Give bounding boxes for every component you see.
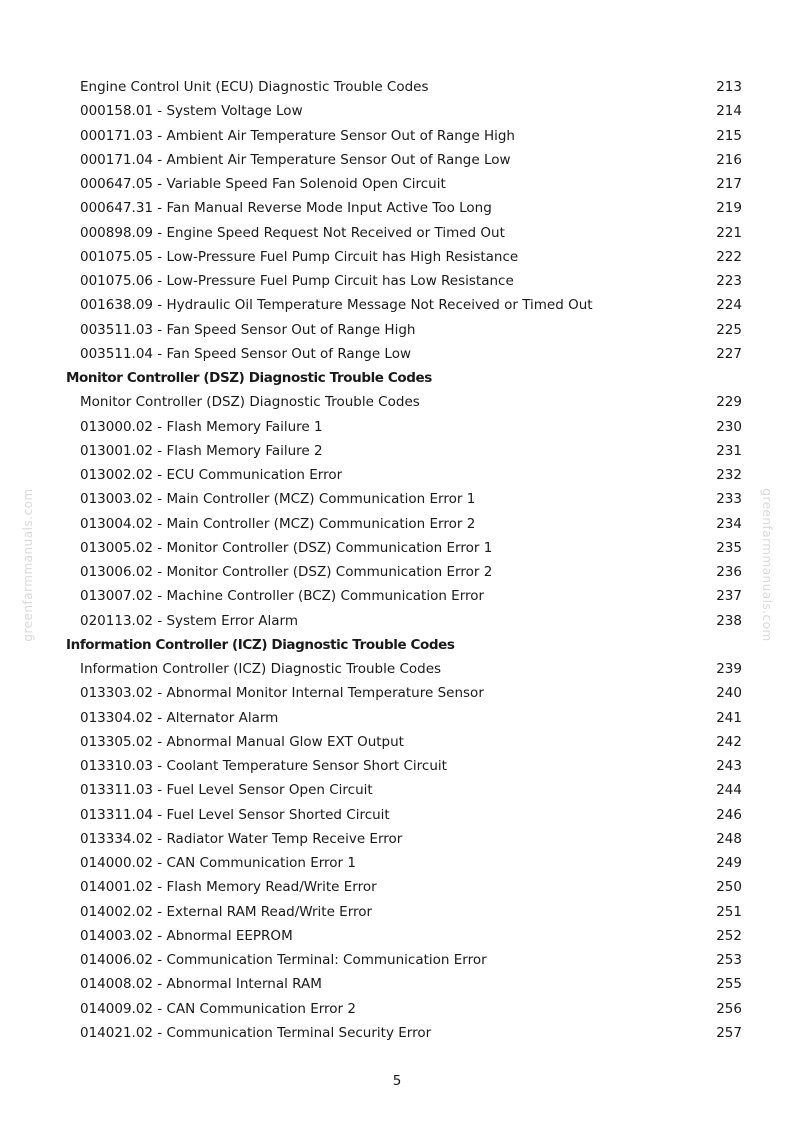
toc-entry-title: 014000.02 - CAN Communication Error 1 <box>80 855 356 871</box>
toc-entry-title: 014003.02 - Abnormal EEPROM <box>80 927 293 944</box>
toc-entry-page: 240 <box>716 685 742 702</box>
toc-entry[interactable] <box>0 827 794 851</box>
toc-entry-page: 253 <box>716 952 742 968</box>
toc-entry-page: 213 <box>716 79 742 95</box>
toc-entry-title: 013001.02 - Flash Memory Failure 2 <box>80 442 323 459</box>
toc-entry-title: 014001.02 - Flash Memory Read/Write Error <box>80 879 377 896</box>
toc-entry[interactable] <box>0 657 794 681</box>
toc-entry[interactable] <box>0 269 794 293</box>
toc-entry[interactable] <box>0 900 794 924</box>
toc-entry-title: 013007.02 - Machine Controller (BCZ) Communication Error <box>80 588 485 605</box>
toc-entry-page: 248 <box>716 830 742 847</box>
toc-entry-title: Monitor Controller (DSZ) Diagnostic Trouble Codes <box>80 394 420 411</box>
toc-entry-title: 013303.02 - Abnormal Monitor Internal Temperature Sensor <box>80 685 484 702</box>
toc-entry-title: 001075.06 - Low-Pressure Fuel Pump Circuit has Low Resistance <box>80 273 514 289</box>
toc-entry[interactable] <box>0 196 794 220</box>
toc-entry-title: 013311.04 - Fuel Level Sensor Shorted Circuit <box>80 806 390 823</box>
toc-entry-title: 013003.02 - Main Controller (MCZ) Communication Error 1 <box>80 491 476 508</box>
toc-entry-title: 000171.03 - Ambient Air Temperature Sensor Out of Range High <box>80 127 515 144</box>
toc-entry-title: 013334.02 - Radiator Water Temp Receive Error <box>80 830 403 847</box>
toc-entry-page: 231 <box>716 442 742 459</box>
toc-entry-page: 216 <box>716 151 742 168</box>
toc-entry[interactable] <box>0 221 794 245</box>
toc-entry-page: 252 <box>716 927 742 944</box>
toc-entry[interactable] <box>0 997 794 1021</box>
toc-entry-page: 227 <box>716 345 742 362</box>
toc-entry-title: 013002.02 - ECU Communication Error <box>80 467 343 483</box>
toc-section-title: Information Controller (ICZ) Diagnostic Trouble Codes <box>66 636 455 653</box>
toc-entry-title: 013004.02 - Main Controller (MCZ) Communication Error 2 <box>80 515 476 532</box>
toc-entry[interactable] <box>0 172 794 196</box>
toc-entry-page: 257 <box>716 1024 742 1041</box>
toc-entry-title: 013310.03 - Coolant Temperature Sensor Short Circuit <box>80 758 447 774</box>
watermark-left: greenfarmmanuals.com <box>21 488 35 642</box>
toc-entry[interactable] <box>0 706 794 730</box>
toc-entry-page: 246 <box>716 806 742 823</box>
toc-entry-title: 003511.03 - Fan Speed Sensor Out of Range High <box>80 321 416 338</box>
toc-entry[interactable] <box>0 124 794 148</box>
toc-entry[interactable] <box>0 245 794 269</box>
toc-entry[interactable] <box>0 390 794 414</box>
toc-entry-title: 013304.02 - Alternator Alarm <box>80 709 279 726</box>
toc-entry-page: 250 <box>716 879 742 896</box>
toc-entry-title: 000158.01 - System Voltage Low <box>80 103 303 120</box>
toc-section-heading[interactable] <box>0 366 794 390</box>
toc-entry-page: 222 <box>716 248 742 265</box>
toc-entry-title: 013005.02 - Monitor Controller (DSZ) Communication Error 1 <box>80 539 493 556</box>
toc-entry-title: 000647.05 - Variable Speed Fan Solenoid Open Circuit <box>80 176 446 192</box>
toc-entry[interactable] <box>0 560 794 584</box>
toc-entry-page: 223 <box>716 273 742 289</box>
toc-entry-title: 013006.02 - Monitor Controller (DSZ) Communication Error 2 <box>80 564 493 580</box>
toc-entry-page: 230 <box>716 418 742 435</box>
toc-entry[interactable] <box>0 681 794 705</box>
toc-entry-title: 020113.02 - System Error Alarm <box>80 612 299 629</box>
toc-entry-page: 221 <box>716 224 742 241</box>
toc-entry[interactable] <box>0 463 794 487</box>
toc-entry-page: 256 <box>716 1000 742 1017</box>
toc-entry[interactable] <box>0 293 794 317</box>
toc-entry-page: 236 <box>716 564 742 580</box>
toc-entry-title: 014009.02 - CAN Communication Error 2 <box>80 1000 356 1017</box>
toc-entry[interactable] <box>0 148 794 172</box>
toc-entry-page: 229 <box>716 394 742 411</box>
toc-entry[interactable] <box>0 778 794 802</box>
toc-entry-title: 014002.02 - External RAM Read/Write Error <box>80 903 373 920</box>
toc-entry[interactable] <box>0 803 794 827</box>
watermark-right: greenfarmmanuals.com <box>760 488 774 642</box>
toc-entry-title: 000171.04 - Ambient Air Temperature Sensor Out of Range Low <box>80 151 511 168</box>
toc-entry[interactable] <box>0 754 794 778</box>
toc-entry[interactable] <box>0 1021 794 1045</box>
toc-entry-page: 242 <box>716 733 742 750</box>
toc-entry[interactable] <box>0 318 794 342</box>
toc-entry-page: 237 <box>716 588 742 605</box>
toc-section-heading[interactable] <box>0 633 794 657</box>
toc-entry-page: 214 <box>716 103 742 120</box>
toc-entry[interactable] <box>0 75 794 99</box>
toc-entry-title: 014021.02 - Communication Terminal Security Error <box>80 1024 432 1041</box>
toc-entry[interactable] <box>0 924 794 948</box>
toc-entry-page: 243 <box>716 758 742 774</box>
toc-entry[interactable] <box>0 536 794 560</box>
toc-entry-page: 244 <box>716 782 742 799</box>
toc-entry[interactable] <box>0 875 794 899</box>
toc-entry-title: 013305.02 - Abnormal Manual Glow EXT Output <box>80 733 404 750</box>
toc-entry-page: 233 <box>716 491 742 508</box>
toc-entry[interactable] <box>0 439 794 463</box>
toc-entry[interactable] <box>0 99 794 123</box>
toc-entry[interactable] <box>0 730 794 754</box>
toc-entry-page: 238 <box>716 612 742 629</box>
toc-entry[interactable] <box>0 415 794 439</box>
toc-entry[interactable] <box>0 609 794 633</box>
page-number: 5 <box>392 1073 402 1089</box>
toc-entry-page: 225 <box>716 321 742 338</box>
toc-entry[interactable] <box>0 342 794 366</box>
toc-entry-title: 001638.09 - Hydraulic Oil Temperature Message Not Received or Timed Out <box>80 297 593 314</box>
toc-entry-page: 249 <box>716 855 742 871</box>
toc-entry-title: 013000.02 - Flash Memory Failure 1 <box>80 418 323 435</box>
toc-entry-page: 232 <box>716 467 742 483</box>
toc-entry-page: 219 <box>716 200 742 217</box>
toc-entry-page: 215 <box>716 127 742 144</box>
toc-entry-page: 239 <box>716 661 742 677</box>
toc-entry-title: Engine Control Unit (ECU) Diagnostic Trouble Codes <box>80 79 429 95</box>
toc-entry-page: 235 <box>716 539 742 556</box>
toc-section-title: Monitor Controller (DSZ) Diagnostic Trouble Codes <box>66 370 432 386</box>
toc-entry-page: 241 <box>716 709 742 726</box>
toc-entry-title: 013311.03 - Fuel Level Sensor Open Circuit <box>80 782 373 799</box>
toc-entry[interactable] <box>0 512 794 536</box>
toc-entry-title: 014006.02 - Communication Terminal: Communication Error <box>80 952 487 968</box>
toc-entry-title: 000898.09 - Engine Speed Request Not Received or Timed Out <box>80 224 505 241</box>
toc-entry-page: 224 <box>716 297 742 314</box>
toc-entry[interactable] <box>0 972 794 996</box>
toc-entry-title: 003511.04 - Fan Speed Sensor Out of Range Low <box>80 345 412 362</box>
toc-entry-title: 000647.31 - Fan Manual Reverse Mode Input Active Too Long <box>80 200 492 217</box>
table-of-contents <box>0 75 794 1045</box>
toc-entry[interactable] <box>0 487 794 511</box>
toc-entry-title: Information Controller (ICZ) Diagnostic Trouble Codes <box>80 661 442 677</box>
toc-entry[interactable] <box>0 948 794 972</box>
toc-entry-title: 014008.02 - Abnormal Internal RAM <box>80 976 322 993</box>
toc-entry-title: 001075.05 - Low-Pressure Fuel Pump Circuit has High Resistance <box>80 248 519 265</box>
toc-entry-page: 234 <box>716 515 742 532</box>
toc-entry-page: 217 <box>716 176 742 192</box>
toc-entry[interactable] <box>0 851 794 875</box>
toc-entry[interactable] <box>0 584 794 608</box>
toc-entry-page: 251 <box>716 903 742 920</box>
toc-entry-page: 255 <box>716 976 742 993</box>
